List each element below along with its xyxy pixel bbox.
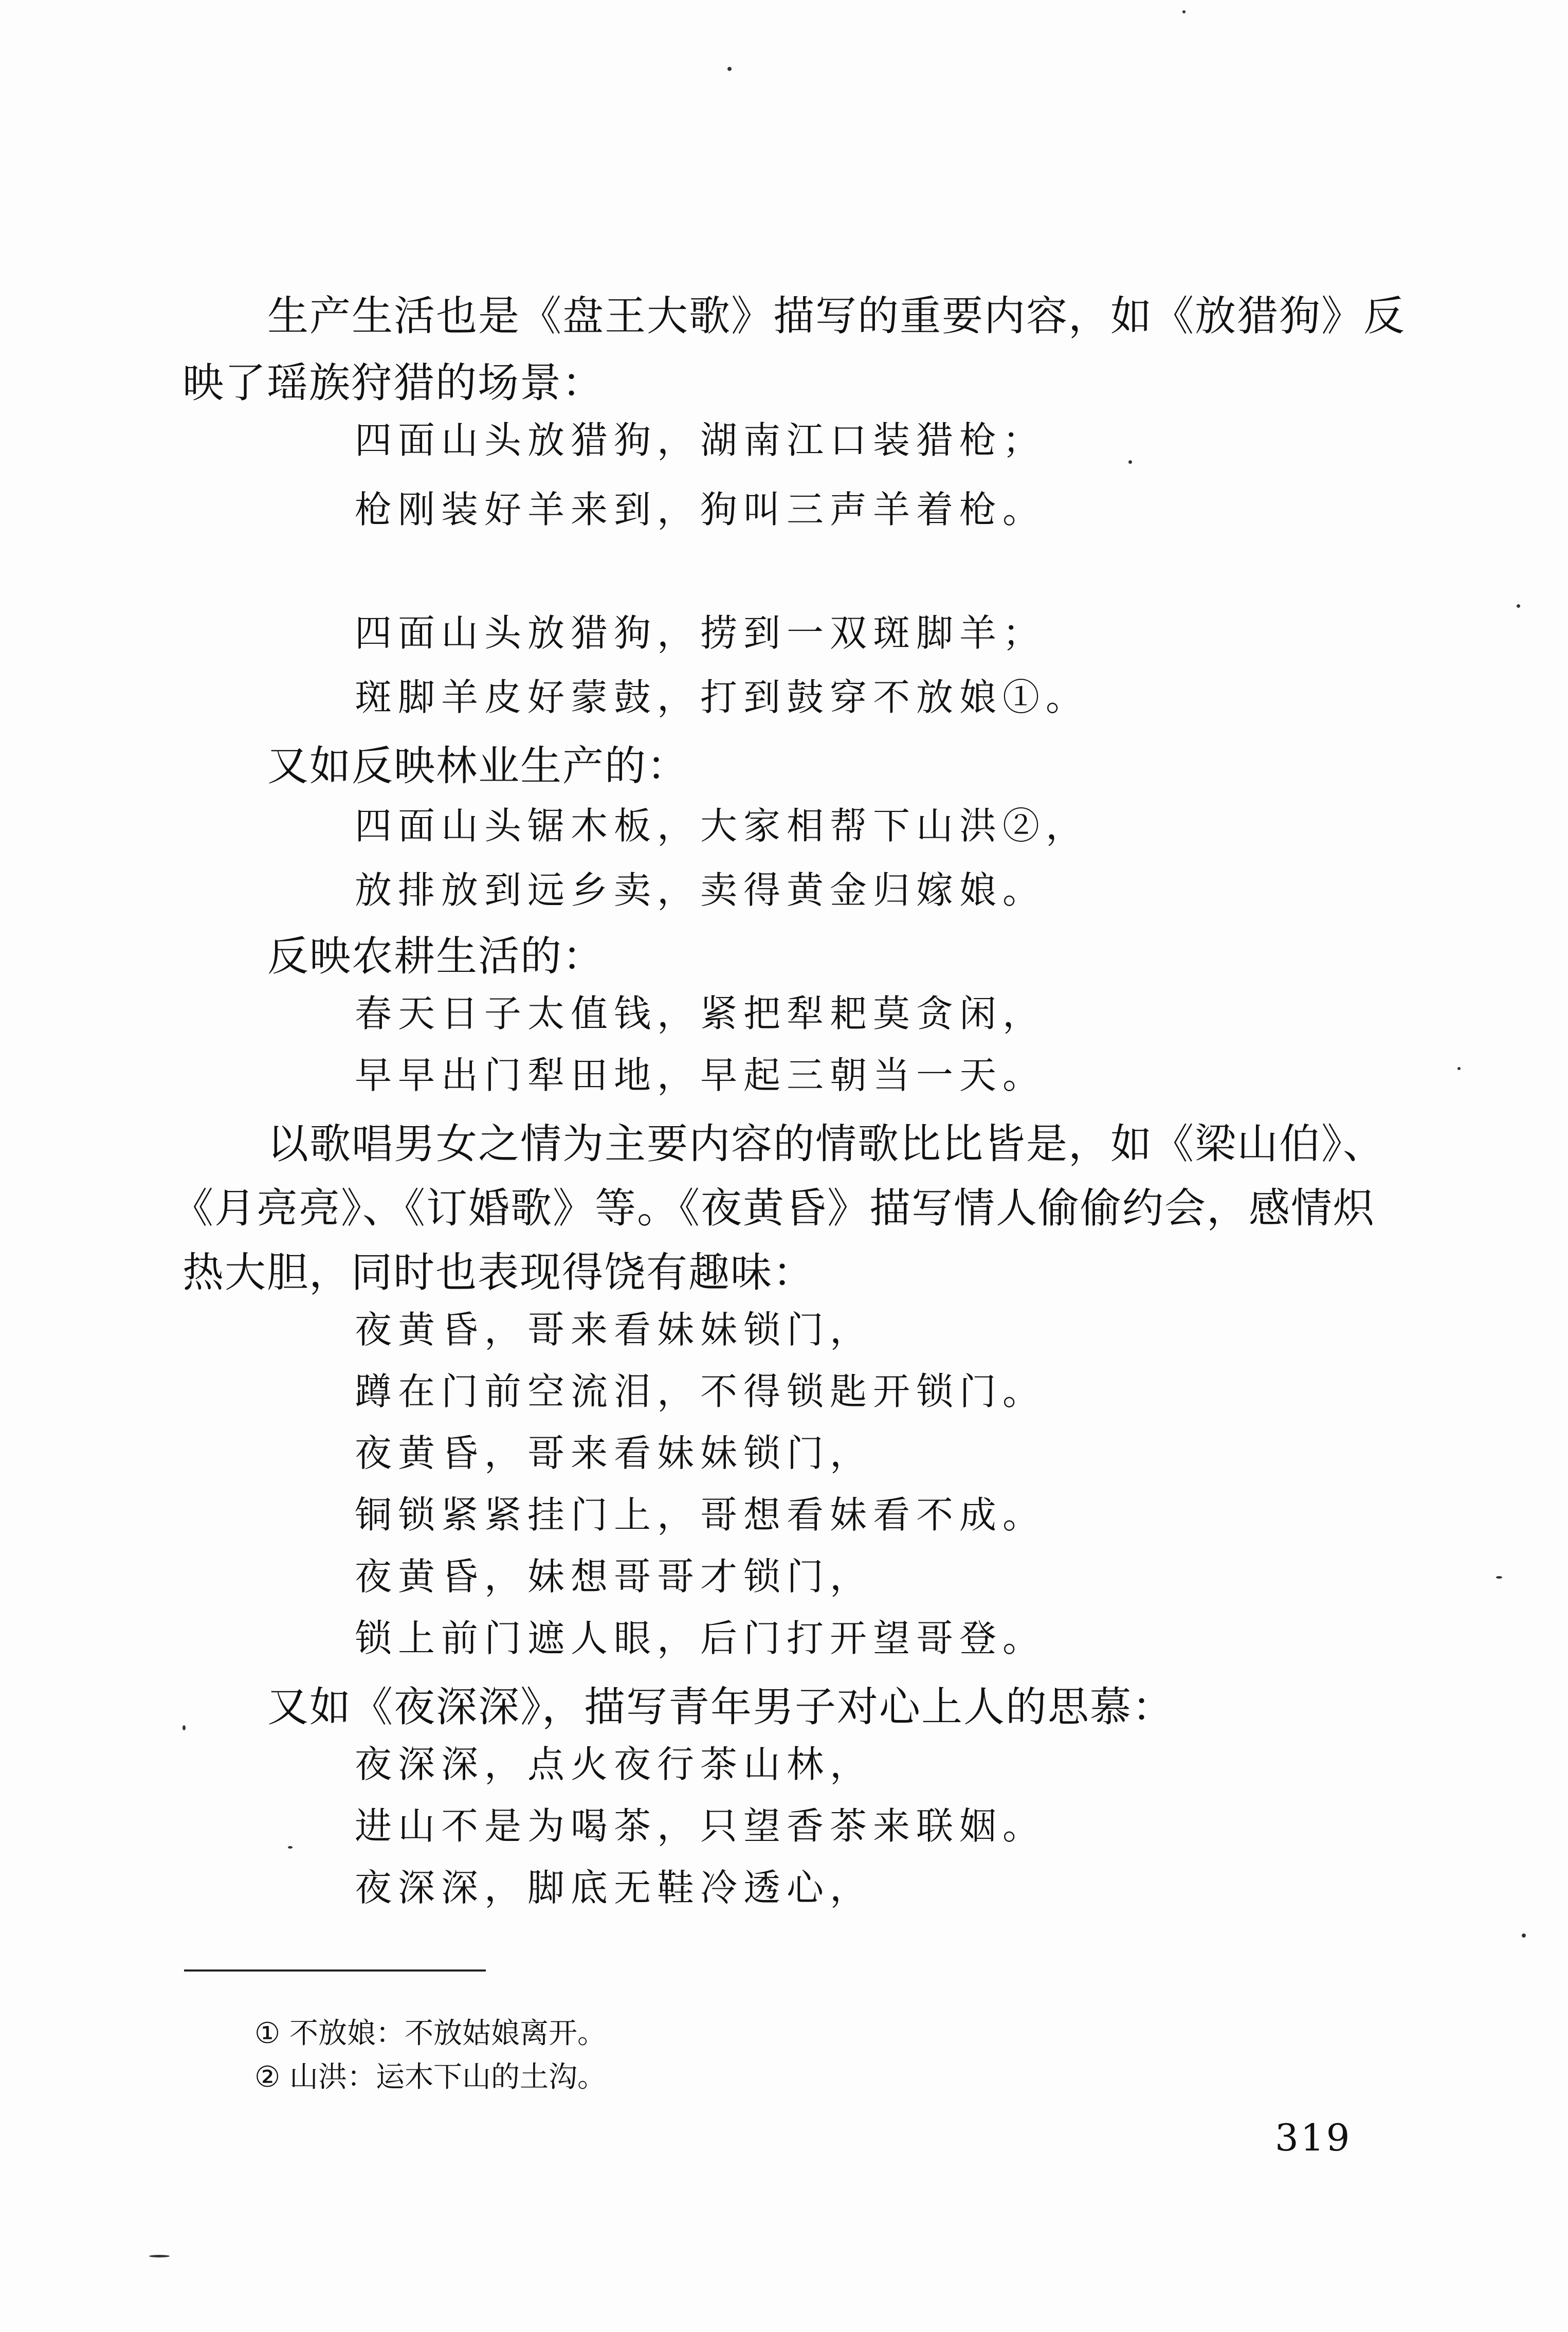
paragraph-line: 又如反映林业生产的： bbox=[267, 742, 689, 790]
verse-line: 放排放到远乡卖，卖得黄金归嫁娘。 bbox=[355, 869, 1046, 912]
verse-line: 早早出门犁田地，早起三朝当一天。 bbox=[355, 1054, 1046, 1097]
scan-speck bbox=[1128, 460, 1132, 464]
verse-line: 四面山头放猎狗，湖南江口装猎枪； bbox=[355, 419, 1046, 462]
verse-line: 蹲在门前空流泪，不得锁匙开锁门。 bbox=[355, 1370, 1046, 1413]
verse-line: 枪刚装好羊来到，狗叫三声羊着枪。 bbox=[355, 488, 1046, 531]
scan-speck bbox=[1496, 1576, 1502, 1579]
scan-speck bbox=[727, 67, 732, 71]
scan-speck bbox=[183, 1725, 186, 1730]
verse-line: 锁上前门遮人眼，后门打开望哥登。 bbox=[355, 1617, 1046, 1660]
paragraph-line: 热大胆，同时也表现得饶有趣味： bbox=[183, 1249, 815, 1296]
paragraph-line: 生产生活也是《盘王大歌》描写的重要内容，如《放猎狗》反 bbox=[267, 292, 1406, 340]
paragraph-line: 反映农耕生活的： bbox=[267, 932, 605, 980]
verse-line: 夜黄昏，哥来看妹妹锁门， bbox=[355, 1308, 873, 1351]
footnote: ② 山洪：运木下山的土沟。 bbox=[254, 2060, 607, 2094]
paragraph-line: 以歌唱男女之情为主要内容的情歌比比皆是，如《梁山伯》、 bbox=[267, 1120, 1385, 1168]
scan-speck bbox=[1457, 1067, 1461, 1070]
paragraph-line: 《月亮亮》、《订婚歌》等。《夜黄昏》描写情人偷偷约会，感情炽 bbox=[172, 1184, 1375, 1232]
verse-line: 夜深深，脚底无鞋冷透心， bbox=[355, 1866, 873, 1909]
scan-speck bbox=[149, 2255, 170, 2257]
scan-speck bbox=[1182, 10, 1186, 13]
paragraph-line: 又如《夜深深》，描写青年男子对心上人的思慕： bbox=[267, 1683, 1174, 1731]
footnote-divider bbox=[184, 1969, 486, 1972]
verse-line: 斑脚羊皮好蒙鼓，打到鼓穿不放娘①。 bbox=[355, 676, 1089, 719]
verse-line: 四面山头锯木板，大家相帮下山洪②， bbox=[355, 804, 1089, 847]
scan-speck bbox=[1522, 1933, 1526, 1938]
verse-line: 夜深深，点火夜行茶山林， bbox=[355, 1743, 873, 1786]
verse-line: 四面山头放猎狗，捞到一双斑脚羊； bbox=[355, 611, 1046, 655]
verse-line: 铜锁紧紧挂门上，哥想看妹看不成。 bbox=[355, 1493, 1046, 1536]
scan-speck bbox=[1517, 604, 1520, 608]
scan-speck bbox=[288, 1846, 293, 1849]
verse-line: 春天日子太值钱，紧把犁耙莫贪闲， bbox=[355, 992, 1046, 1035]
verse-line: 夜黄昏，妹想哥哥才锁门， bbox=[355, 1555, 873, 1598]
paragraph-line: 映了瑶族狩猎的场景： bbox=[183, 359, 604, 407]
page-number: 319 bbox=[1275, 2116, 1352, 2159]
verse-line: 夜黄昏，哥来看妹妹锁门， bbox=[355, 1432, 873, 1475]
verse-line: 进山不是为喝茶，只望香茶来联姻。 bbox=[355, 1804, 1046, 1848]
footnote: ① 不放娘：不放姑娘离开。 bbox=[254, 2017, 607, 2050]
